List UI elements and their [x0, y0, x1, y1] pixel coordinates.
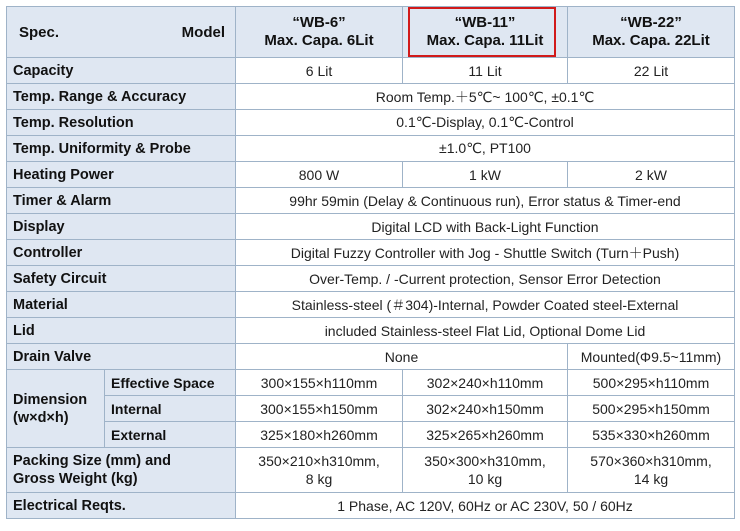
row-label: Timer & Alarm — [7, 188, 236, 214]
spec-table — [6, 6, 735, 519]
cell-value: 500×295×h110mm — [568, 370, 735, 396]
row-capacity — [7, 58, 735, 84]
cell-value: None — [236, 344, 568, 370]
row-label: Safety Circuit — [7, 266, 236, 292]
row-drain-valve — [7, 344, 735, 370]
cell-value: Room Temp.＋5℃~ 100℃, ±0.1℃ — [236, 84, 735, 110]
cell-value: 535×330×h260mm — [568, 422, 735, 448]
header-spec-model-cell — [7, 7, 236, 58]
cell-value: ±1.0℃, PT100 — [236, 136, 735, 162]
row-heating-power — [7, 162, 735, 188]
cell-value: 325×180×h260mm — [236, 422, 403, 448]
dimension-label: Dimension — [13, 391, 88, 408]
model-name: “WB-6” — [292, 14, 346, 31]
row-timer-alarm — [7, 188, 735, 214]
model-capacity: Max. Capa. 6Lit — [264, 32, 374, 49]
packing-label-line2: Gross Weight (kg) — [13, 471, 138, 487]
row-dimension-effective — [7, 370, 735, 396]
sub-label: External — [105, 422, 236, 448]
row-label: Material — [7, 292, 236, 318]
header-model-label: Model — [181, 24, 225, 41]
row-label: Lid — [7, 318, 236, 344]
row-material — [7, 292, 735, 318]
row-label-packing — [7, 448, 236, 493]
cell-value: Over-Temp. / -Current protection, Sensor Error Detection — [236, 266, 735, 292]
row-dimension-external — [7, 422, 735, 448]
cell-value: 6 Lit — [236, 58, 403, 84]
cell-value: 1 Phase, AC 120V, 60Hz or AC 230V, 50 / 60Hz — [236, 493, 735, 519]
model-name: “WB-22” — [620, 14, 682, 31]
packing-size: 350×300×h310mm, — [424, 453, 546, 469]
row-label: Electrical Reqts. — [7, 493, 236, 519]
row-temp-resolution — [7, 110, 735, 136]
packing-weight: 14 kg — [633, 471, 669, 487]
row-label: Temp. Range & Accuracy — [7, 84, 236, 110]
row-label-dimension — [7, 370, 105, 448]
cell-value: 800 W — [236, 162, 403, 188]
model-capacity: Max. Capa. 22Lit — [592, 32, 710, 49]
row-electrical — [7, 493, 735, 519]
row-dimension-internal — [7, 396, 735, 422]
packing-weight: 10 kg — [467, 471, 503, 487]
cell-value: 11 Lit — [403, 58, 568, 84]
model-capacity: Max. Capa. 11Lit — [426, 32, 544, 49]
row-temp-range — [7, 84, 735, 110]
row-display — [7, 214, 735, 240]
cell-value: 302×240×h150mm — [403, 396, 568, 422]
sub-label: Internal — [105, 396, 236, 422]
cell-value: Digital Fuzzy Controller with Jog - Shuttle Switch (Turn＋Push) — [236, 240, 735, 266]
cell-value: Digital LCD with Back-Light Function — [236, 214, 735, 240]
packing-size: 350×210×h310mm, — [258, 453, 380, 469]
cell-value — [236, 448, 403, 493]
row-label: Capacity — [7, 58, 236, 84]
spec-table-container — [6, 6, 734, 519]
cell-value — [403, 448, 568, 493]
cell-value: 1 kW — [403, 162, 568, 188]
row-label: Drain Valve — [7, 344, 236, 370]
cell-value: 22 Lit — [568, 58, 735, 84]
row-label: Controller — [7, 240, 236, 266]
row-label: Temp. Resolution — [7, 110, 236, 136]
header-model-wb11 — [403, 7, 568, 58]
row-label: Display — [7, 214, 236, 240]
row-temp-uniformity — [7, 136, 735, 162]
row-controller — [7, 240, 735, 266]
header-row — [7, 7, 735, 58]
row-packing — [7, 448, 735, 493]
header-model-wb6 — [236, 7, 403, 58]
row-lid — [7, 318, 735, 344]
cell-value: 2 kW — [568, 162, 735, 188]
header-spec-label: Spec. — [19, 24, 60, 41]
cell-value: included Stainless-steel Flat Lid, Optional Dome Lid — [236, 318, 735, 344]
cell-value: 500×295×h150mm — [568, 396, 735, 422]
cell-value: 99hr 59min (Delay & Continuous run), Error status & Timer-end — [236, 188, 735, 214]
cell-value: Mounted(Φ9.5~11mm) — [568, 344, 735, 370]
row-label: Temp. Uniformity & Probe — [7, 136, 236, 162]
packing-weight: 8 kg — [305, 471, 333, 487]
dimension-unit-label: (w×d×h) — [13, 409, 69, 426]
cell-value: 325×265×h260mm — [403, 422, 568, 448]
model-name: “WB-11” — [454, 14, 516, 31]
cell-value — [568, 448, 735, 493]
packing-size: 570×360×h310mm, — [590, 453, 712, 469]
header-model-wb22 — [568, 7, 735, 58]
cell-value: 0.1℃-Display, 0.1℃-Control — [236, 110, 735, 136]
cell-value: 300×155×h110mm — [236, 370, 403, 396]
row-safety-circuit — [7, 266, 735, 292]
cell-value: Stainless-steel (＃304)-Internal, Powder Coated steel-External — [236, 292, 735, 318]
cell-value: 300×155×h150mm — [236, 396, 403, 422]
packing-label-line1: Packing Size (mm) and — [13, 453, 171, 469]
row-label: Heating Power — [7, 162, 236, 188]
cell-value: 302×240×h110mm — [403, 370, 568, 396]
sub-label: Effective Space — [105, 370, 236, 396]
